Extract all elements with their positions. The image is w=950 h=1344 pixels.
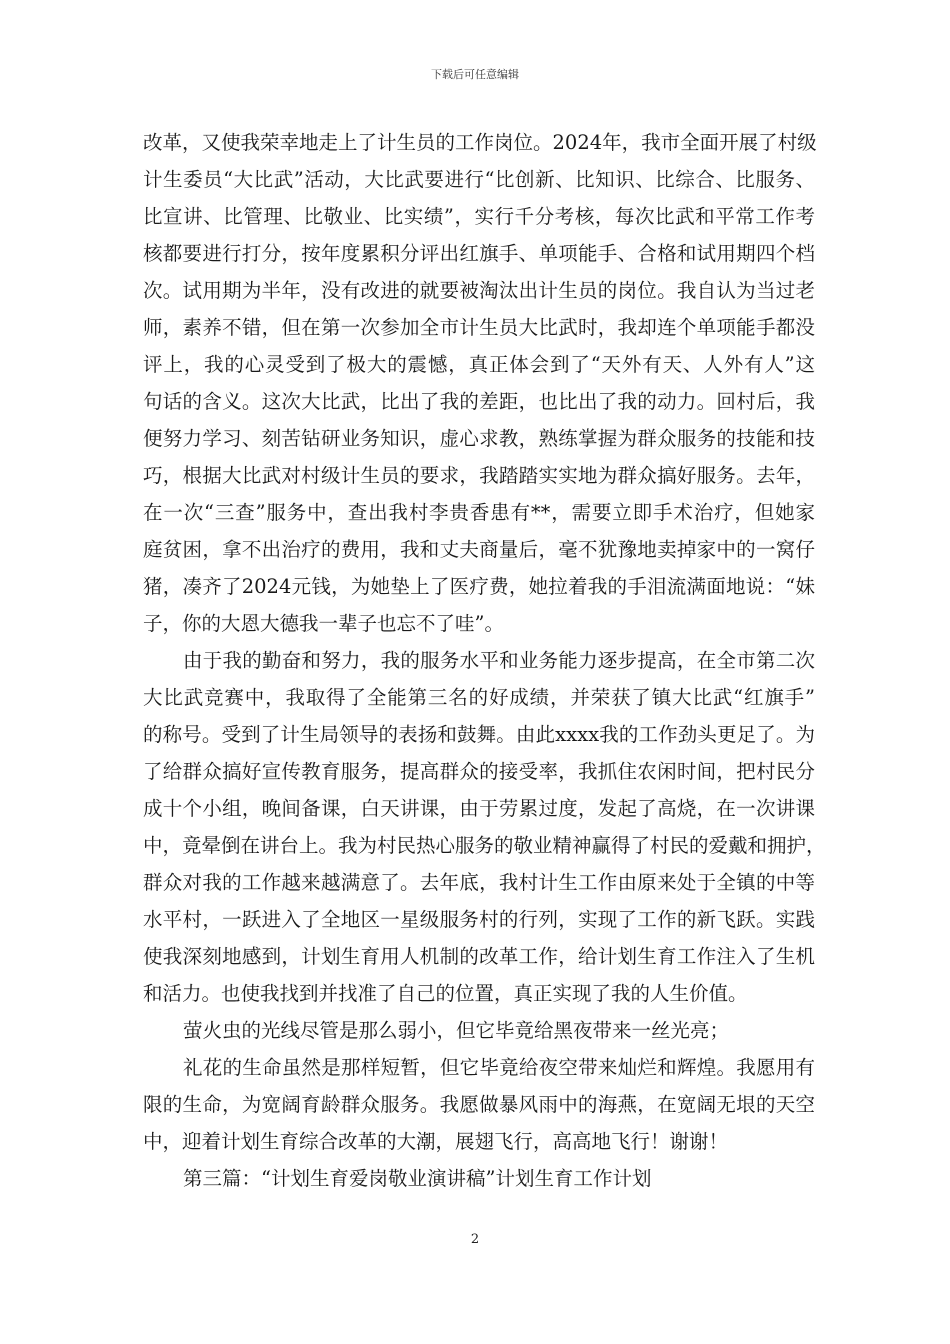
text-line: 评上，我的心灵受到了极大的震憾，真正体会到了“天外有天、人外有人”这 xyxy=(143,353,815,376)
text-line: 群众对我的工作越来越满意了。去年底，我村计生工作由原来处于全镇的中等 xyxy=(143,871,815,894)
paragraph xyxy=(143,124,815,642)
text-line: 比宣讲、比管理、比敬业、比实绩”，实行千分考核，每次比武和平常工作考 xyxy=(143,205,815,228)
text-line: 和活力。也使我找到并找准了自己的位置，真正实现了我的人生价值。 xyxy=(143,982,748,1005)
text-line: 核都要进行打分，按年度累积分评出红旗手、单项能手、合格和试用期四个档 xyxy=(143,242,815,265)
text-line: 由于我的勤奋和努力，我的服务水平和业务能力逐步提高，在全市第二次 xyxy=(183,649,815,672)
page-number: 2 xyxy=(470,1232,480,1247)
text-line: 次。试用期为半年，没有改进的就要被淘汰出计生员的岗位。我自认为当过老 xyxy=(143,279,815,302)
text-line: 改革，又使我荣幸地走上了计生员的工作岗位。2024年，我市全面开展了村级 xyxy=(143,131,817,154)
paragraph xyxy=(143,642,826,1012)
text-line: 巧，根据大比武对村级计生员的要求，我踏踏实实地为群众搞好服务。去年， xyxy=(143,464,815,487)
document-body xyxy=(143,124,826,1197)
text-line: 庭贫困，拿不出治疗的费用，我和丈夫商量后，毫不犹豫地卖掉家中的一窝仔 xyxy=(143,538,815,561)
text-line: 大比武竞赛中，我取得了全能第三名的好成绩，并荣获了镇大比武“红旗手” xyxy=(143,686,815,709)
text-line: 使我深刻地感到，计划生育用人机制的改革工作，给计划生育工作注入了生机 xyxy=(143,945,815,968)
paragraph xyxy=(143,1160,815,1197)
text-line: 便努力学习、刻苦钻研业务知识，虚心求教，熟练掌握为群众服务的技能和技 xyxy=(143,427,815,450)
text-line: 水平村，一跃进入了全地区一星级服务村的行列，实现了工作的新飞跃。实践 xyxy=(143,908,815,931)
text-line: 句话的含义。这次大比武，比出了我的差距，也比出了我的动力。回村后，我 xyxy=(143,390,815,413)
text-line: 成十个小组，晚间备课，白天讲课，由于劳累过度，发起了高烧，在一次讲课 xyxy=(143,797,815,820)
text-line: 在一次“三查”服务中，查出我村李贵香患有**，需要立即手术治疗，但她家 xyxy=(143,501,815,524)
text-line: 限的生命，为宽阔育龄群众服务。我愿做暴风雨中的海燕，在宽阔无垠的天空 xyxy=(143,1093,815,1116)
text-line: 了给群众搞好宣传教育服务，提高群众的接受率，我抓住农闲时间，把村民分 xyxy=(143,760,815,783)
paragraph xyxy=(143,1049,815,1160)
text-line: 师，素养不错，但在第一次参加全市计生员大比武时，我却连个单项能手都没 xyxy=(143,316,815,339)
paragraph xyxy=(143,1012,815,1049)
text-line: 计生委员“大比武”活动，大比武要进行“比创新、比知识、比综合、比服务、 xyxy=(143,168,815,191)
text-line: 第三篇：“计划生育爱岗敬业演讲稿”计划生育工作计划 xyxy=(183,1167,652,1190)
page-header: 下载后可任意编辑 xyxy=(431,68,519,81)
text-line: 猪，凑齐了2024元钱，为她垫上了医疗费，她拉着我的手泪流满面地说：“妹 xyxy=(143,575,815,598)
text-line: 礼花的生命虽然是那样短暂，但它毕竟给夜空带来灿烂和辉煌。我愿用有 xyxy=(183,1056,815,1079)
text-line: 的称号。受到了计生局领导的表扬和鼓舞。由此xxxx我的工作劲头更足了。为 xyxy=(143,723,815,746)
text-line: 子，你的大恩大德我一辈子也忘不了哇”。 xyxy=(143,612,504,635)
text-line: 中，竟晕倒在讲台上。我为村民热心服务的敬业精神赢得了村民的爱戴和拥护， xyxy=(143,834,826,857)
text-line: 萤火虫的光线尽管是那么弱小，但它毕竟给黑夜带来一丝光亮； xyxy=(183,1019,730,1042)
text-line: 中，迎着计划生育综合改革的大潮，展翅飞行，高高地飞行！谢谢！ xyxy=(143,1130,729,1153)
